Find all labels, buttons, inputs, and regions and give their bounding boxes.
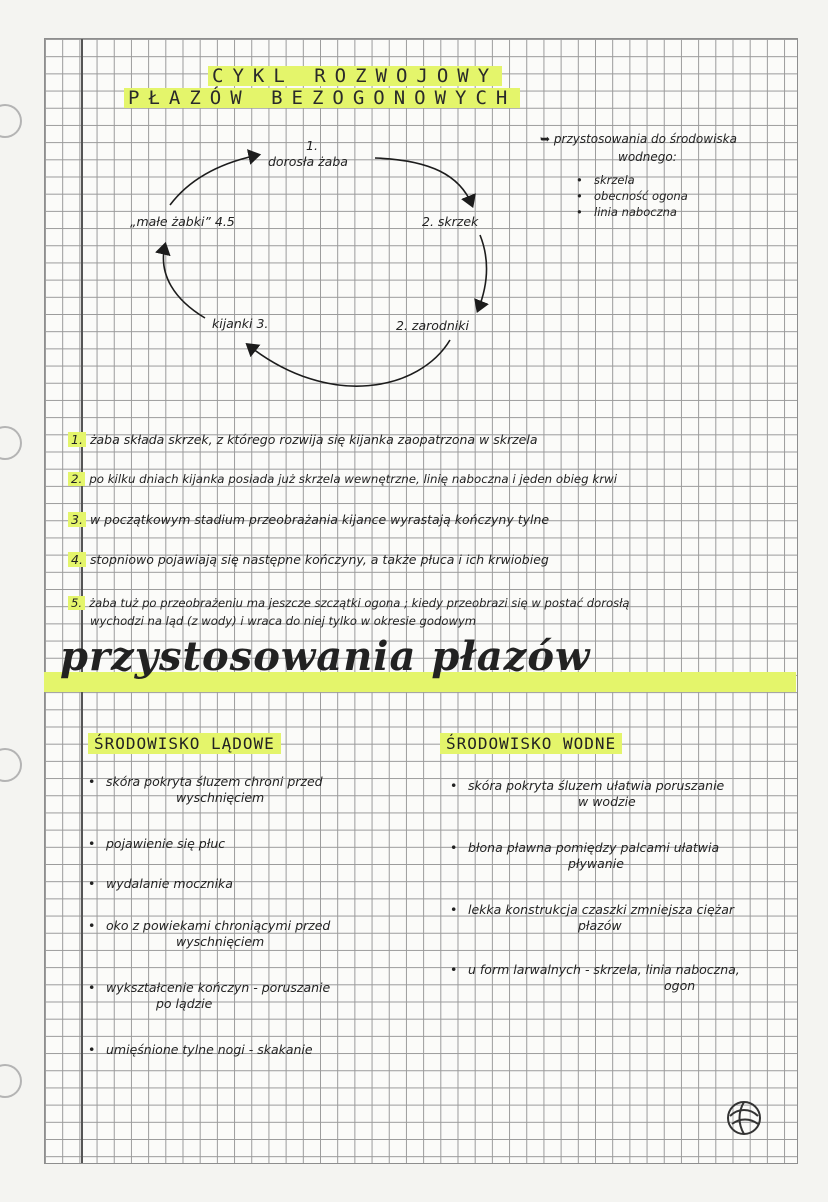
step-number: 4.	[68, 552, 86, 567]
land-item: • oko z powiekami chroniącymi przed wyschnięciem	[106, 918, 330, 950]
water-item: • skóra pokryta śluzem ułatwia poruszanie w wodzie	[468, 778, 724, 810]
globe-logo-icon	[724, 1098, 764, 1138]
step-number: 2.	[68, 472, 85, 486]
arrow-to-zarodniki	[478, 235, 487, 310]
arrow-to-adult	[170, 155, 258, 205]
water-header: ŚRODOWISKO WODNE	[440, 733, 622, 754]
cycle-stage-adult: dorosła żaba	[268, 154, 348, 169]
cycle-stage-zarodniki: 2. zarodniki	[396, 318, 469, 333]
water-item: • błona pławna pomiędzy palcami ułatwia pływanie	[468, 840, 719, 872]
land-item: • wykształcenie kończyn - poruszanie po lądzie	[106, 980, 330, 1012]
arrow-to-kijanki	[248, 340, 450, 386]
cycle-stage-skrzek: 2. skrzek	[422, 214, 479, 229]
adaptations-heading: przystosowania płazów	[60, 633, 591, 680]
arrow-right-icon: ➥	[540, 132, 551, 146]
land-item: • skóra pokryta śluzem chroni przed wyschnięciem	[106, 774, 323, 806]
step-4: 4. stopniowo pojawiają się następne kończyny, a także płuca i ich krwiobieg	[68, 552, 549, 567]
adaptation-note-item: • linia naboczna	[594, 204, 677, 220]
land-item: • umięśnione tylne nogi - skakanie	[106, 1042, 313, 1058]
land-item: • pojawienie się płuc	[106, 836, 225, 852]
step-1: 1. żaba składa skrzek, z którego rozwija się kijanka zaopatrzona w skrzela	[68, 432, 538, 447]
water-item: • lekka konstrukcja czaszki zmniejsza ciężar płazów	[468, 902, 734, 934]
adaptation-note-item: • skrzela	[594, 172, 635, 188]
arrow-to-zabki	[163, 245, 205, 318]
step-number: 3.	[68, 512, 86, 527]
adaptation-note-header: ➥ przystosowania do środowiska	[540, 132, 737, 146]
step-5: 5. żaba tuż po przeobrażeniu ma jeszcze szczątki ogona ; kiedy przeobrazi się w postać dorosłą	[68, 596, 630, 610]
step-5-line2: wychodzi na ląd (z wody) i wraca do niej tylko w okresie godowym	[90, 614, 477, 628]
cycle-stage1-num: 1.	[306, 138, 318, 153]
arrow-to-skrzek	[375, 158, 472, 205]
adaptation-note-header2: wodnego:	[618, 150, 677, 164]
cycle-stage-kijanki: kijanki 3.	[212, 316, 269, 331]
step-number: 5.	[68, 596, 85, 610]
title-line2: PŁAZÓW BEZOGONOWYCH	[124, 88, 520, 108]
title-line1: CYKL ROZWOJOWY	[208, 66, 502, 86]
land-item: • wydalanie mocznika	[106, 876, 233, 892]
step-number: 1.	[68, 432, 86, 447]
cycle-stage-zabki: „małe żabki” 4.5	[130, 214, 235, 229]
step-2: 2. po kilku dniach kijanka posiada już skrzela wewnętrzne, linię naboczna i jeden obieg krwi	[68, 472, 617, 486]
water-item: • u form larwalnych - skrzela, linia naboczna, ogon	[468, 962, 740, 994]
step-3: 3. w początkowym stadium przeobrażania kijance wyrastają kończyny tylne	[68, 512, 549, 527]
adaptation-note-item: • obecność ogona	[594, 188, 688, 204]
land-header: ŚRODOWISKO LĄDOWE	[88, 733, 281, 754]
